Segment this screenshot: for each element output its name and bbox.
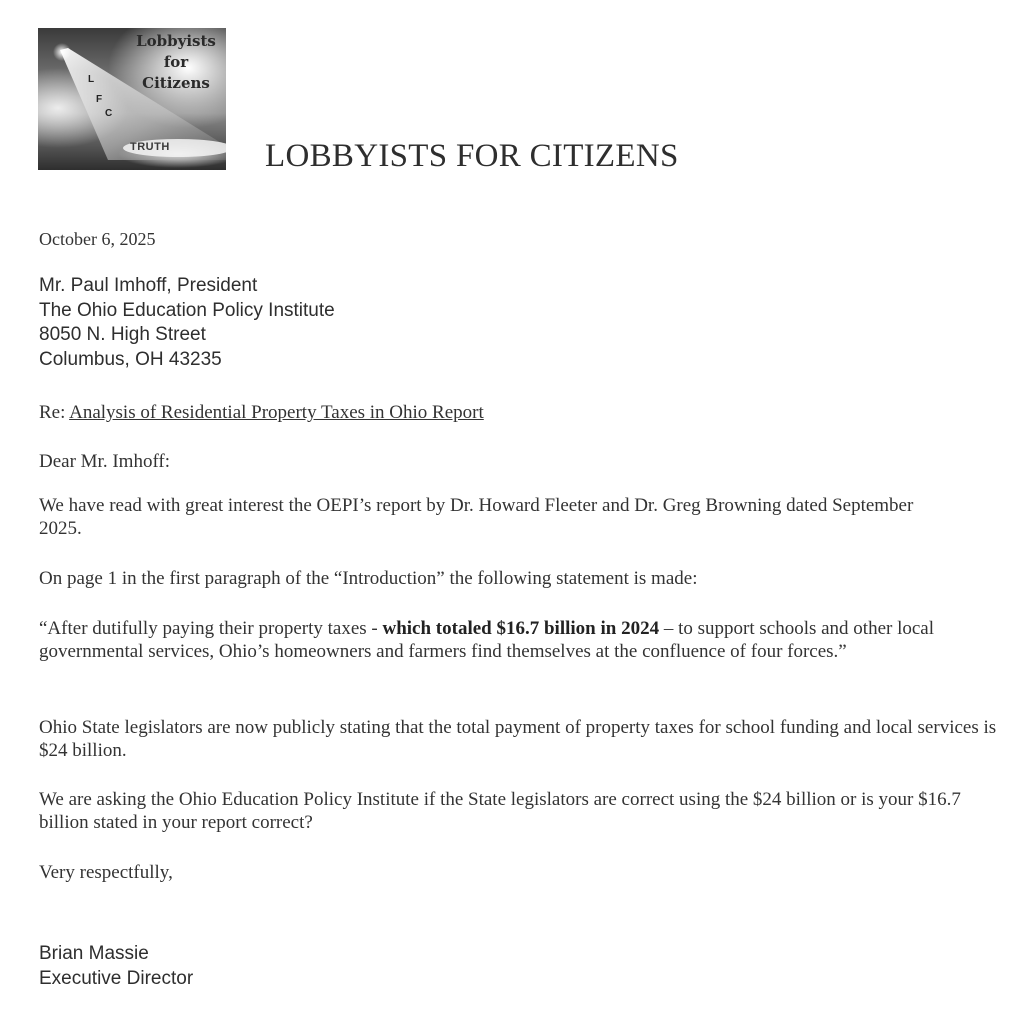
closing: Very respectfully, [39, 862, 173, 883]
organization-heading: LOBBYISTS FOR CITIZENS [265, 138, 679, 174]
recipient-name: Mr. Paul Imhoff, President [39, 275, 258, 296]
signer-name: Brian Massie [39, 943, 149, 964]
body-paragraph-4: We are asking the Ohio Education Policy Institute if the State legislators are correct using the $24 billion or is your $16.7 billion stated in your report correct? [39, 789, 961, 833]
salutation: Dear Mr. Imhoff: [39, 451, 171, 472]
quoted-statement [39, 617, 999, 663]
logo-initial-l: L [88, 74, 95, 85]
logo-title-line: Lobbyists [136, 32, 216, 50]
organization-logo [38, 28, 226, 170]
subject-line [39, 401, 1004, 424]
logo-initial-c: C [105, 108, 113, 119]
logo-initial-f: F [96, 94, 103, 105]
logo-title-line: for [163, 53, 189, 71]
recipient-address [39, 274, 335, 372]
recipient-organization: The Ohio Education Policy Institute [39, 299, 335, 321]
quote-highlight: which totaled $16.7 billion in 2024 [382, 618, 660, 639]
logo-truth-label: TRUTH [130, 141, 170, 153]
body-paragraph-2: On page 1 in the first paragraph of the “Introduction” the following statement is made: [39, 568, 698, 589]
signer-title: Executive Director [39, 968, 194, 989]
logo-title-line: Citizens [142, 74, 210, 92]
body-paragraph-1: We have read with great interest the OEPI’s report by Dr. Howard Fleeter and Dr. Greg Browning dated September 2025. [39, 495, 914, 539]
letter-date: October 6, 2025 [39, 229, 156, 249]
subject-prefix: Re: [39, 402, 70, 423]
logo-title [126, 31, 226, 94]
body-paragraph-3: Ohio State legislators are now publicly stating that the total payment of property taxes for school funding and local services is $24 billion. [39, 717, 997, 761]
quote-after: – to support schools and other local governmental services, Ohio’s homeowners and farmers find themselves at the confluence of four forces.” [39, 618, 935, 662]
subject-title: Analysis of Residential Property Taxes in Ohio Report [69, 402, 484, 423]
signature-block [39, 941, 193, 991]
recipient-street: 8050 N. High Street [39, 324, 206, 345]
quote-before: “After dutifully paying their property taxes - [39, 618, 383, 639]
recipient-city-state-zip: Columbus, OH 43235 [39, 348, 222, 370]
